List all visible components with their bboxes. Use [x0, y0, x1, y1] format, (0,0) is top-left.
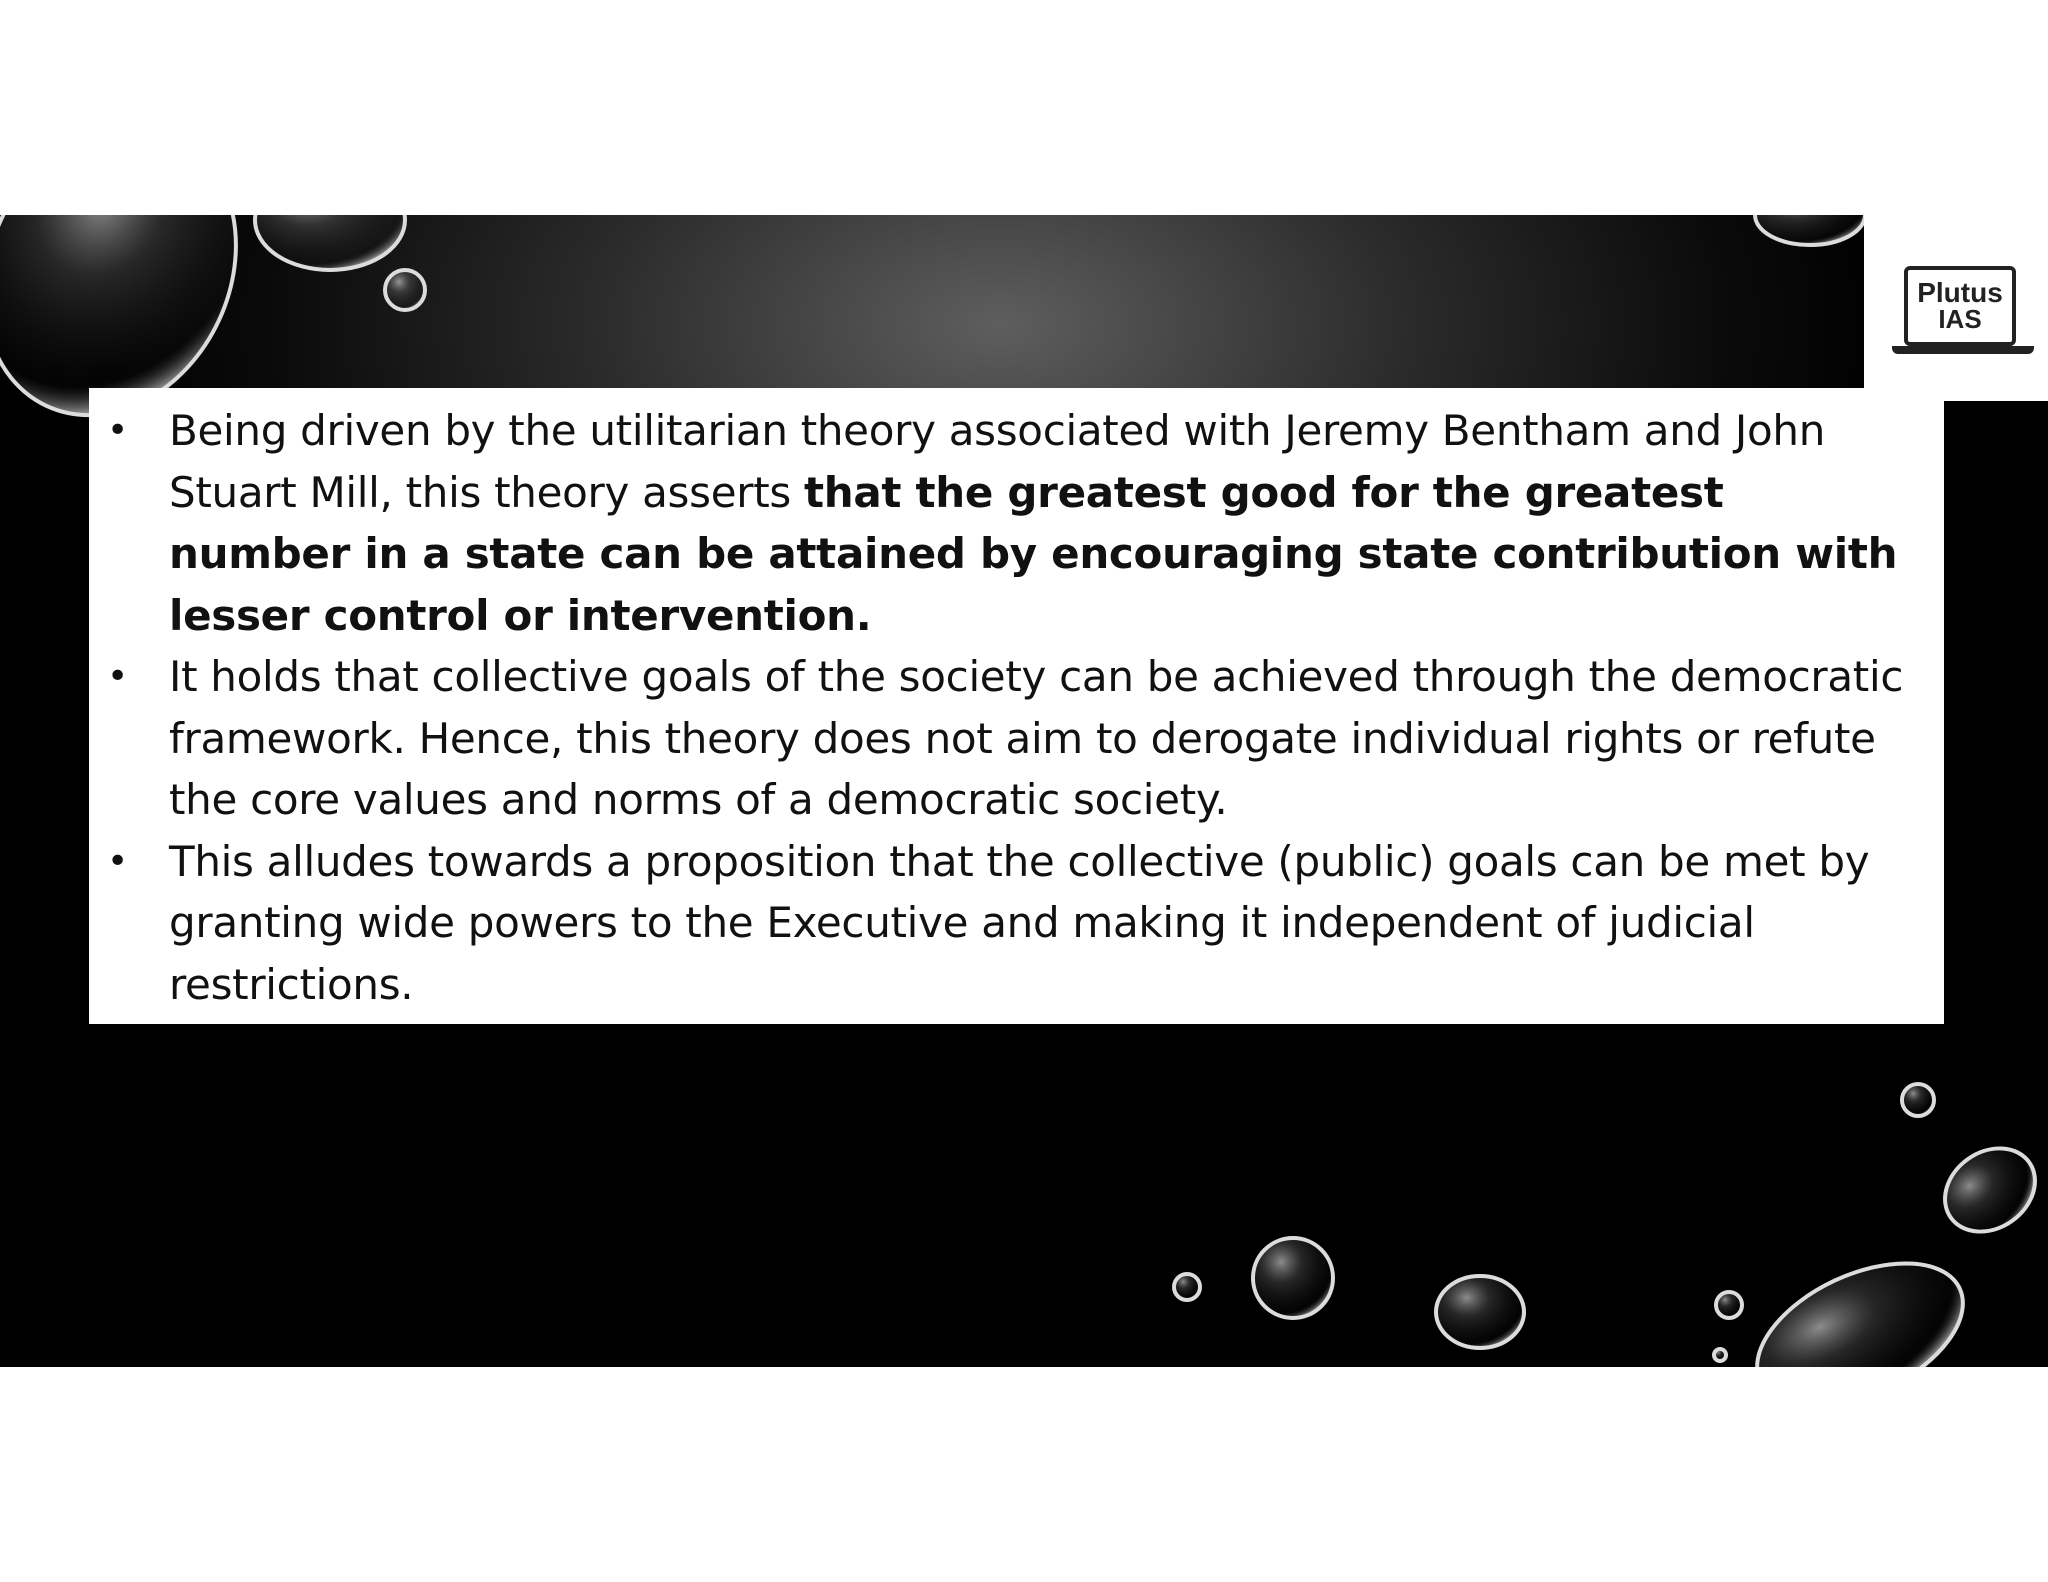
logo-laptop-base-icon [1892, 346, 2034, 354]
bullet-text: It holds that collective goals of the society can be achieved through the democratic framework. Hence, this theory does not aim to derogate individual rights or refute the core values and norms of a democratic society. [169, 652, 1904, 824]
logo-text-line2: IAS [1938, 304, 1982, 334]
bullet-dot-icon: • [107, 840, 128, 882]
plutus-ias-logo [1890, 262, 2036, 362]
bullet-dot-icon: • [107, 410, 128, 451]
bullet-item [89, 831, 1904, 1016]
bullet-item [89, 400, 1904, 646]
bullet-dot-icon: • [107, 656, 128, 697]
logo-text-line1: Plutus [1917, 277, 2003, 308]
bullet-item [89, 646, 1904, 831]
bullet-text: Being driven by the utilitarian theory associated with Jeremy Bentham and John Stuart Mill, this theory asserts [169, 406, 1826, 517]
bullet-text: This alludes towards a proposition that the collective (public) goals can be met by granting wide powers to the Executive and making it independent of judicial restrictions. [169, 836, 1870, 1009]
bullet-list [89, 400, 1904, 1015]
content-text-box [89, 388, 1944, 1024]
bullet-bold-text: that the greatest good for the greatest number in a state can be attained by encouraging state contribution with lesser control or intervention. [169, 467, 1898, 640]
logo-laptop-screen-icon [1904, 266, 2016, 346]
